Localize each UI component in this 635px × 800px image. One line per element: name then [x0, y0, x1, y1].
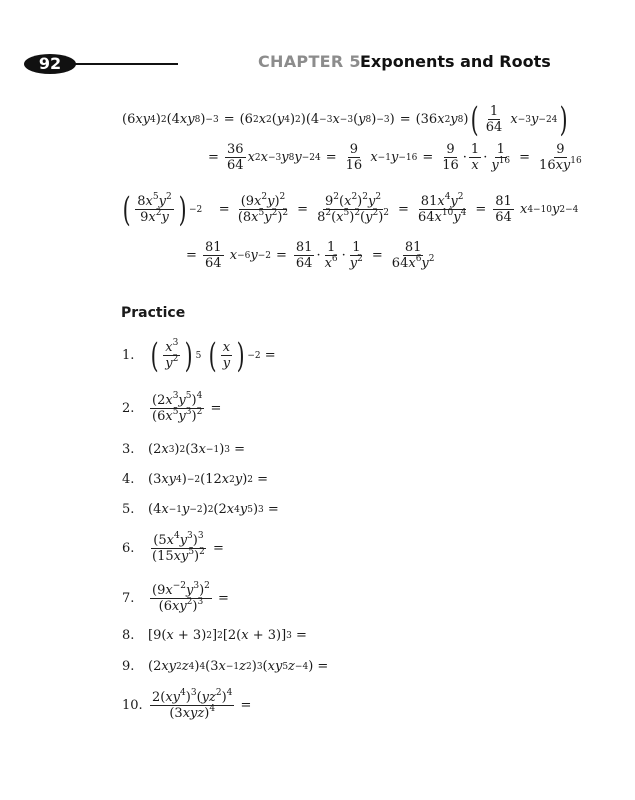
practice-problem-6: 6. $(5x^4y^3)^3$ $(15xy^5)^2$ =	[122, 531, 224, 564]
practice-problem-5: 5. (4 x −1 y −2 ) 2 (2 x 4 y 5 ) 3 =	[122, 502, 279, 517]
practice-problem-7: 7. $(9x^{-2}y^3)^2$ $(6xy^2)^3$ =	[122, 581, 229, 614]
example-1-line-2: = 36 64 x 2 x −3 y 8 y −24 = $\frac{9}{16}$ x −1 y −16 = $\frac{9}{16}$ · 1 x · $\frac{1}{y^{16}}$ = $\frac{9}{16xy^{16}}$	[208, 142, 582, 173]
chapter-title: Exponents and Roots	[360, 52, 551, 71]
header-rule	[74, 63, 178, 65]
practice-problem-2: 2. $(2x^3y^5)^4$ $(6x^5y^3)^2$ =	[122, 391, 222, 424]
practice-problem-10: 10. $2(xy^4)^3(yz^2)^4$ $(3xyz)^4$ =	[122, 688, 252, 721]
practice-problem-9: 9. (2 xy 2 z 4 ) 4 (3 x −1 z 2 ) 3 ( xy 5 z −4 ) =	[122, 659, 329, 674]
practice-problem-1: 1. ( $x^3$ $y^2$ ) 5 ( x y ) −2 =	[122, 335, 276, 376]
practice-problem-4: 4. (3 xy 4 ) −2 (12 x 2 y ) 2 =	[122, 472, 269, 487]
chapter-label: CHAPTER 5	[258, 52, 361, 71]
example-2-line-1: ( $8x^5y^2$ $9x^2y$ ) −2 = $\frac{(9x^2y)^2}{(8x^5y^2)^2}$ = $\frac{9^2(x^2)^2y^2}{8^2(x^5)^2(y^2)^2}$ = $\frac{81x^4y^2}{64x^{10}y^4}$ = $\frac{81}{64}$ x 4−10 y 2−4	[122, 189, 579, 230]
page-number-badge: 92	[24, 54, 76, 74]
practice-problem-3: 3. (2 x 3 ) 2 (3 x −1 ) 3 =	[122, 442, 246, 457]
practice-problem-8: 8. [9( x + 3) 2 ] 2 [2( x + 3)] 3 =	[122, 628, 307, 643]
practice-heading: Practice	[121, 305, 186, 321]
example-1-line-1: (6 xy 4 ) 2 (4 xy 8 ) −3 = (6 2 x 2 ( y 4 ) 2 )(4 −3 x −3 ( y 8 ) −3 ) = (36 x 2 y 8 ) ( 1 64 x −3 y −24 )	[122, 99, 569, 140]
example-2-line-2: = 81 64 x −6 y −2 = $\frac{81}{64}$ · 1 $x^6$ · $\frac{1}{y^2}$ = $\frac{81}{64x^6y^2}$	[186, 240, 435, 271]
